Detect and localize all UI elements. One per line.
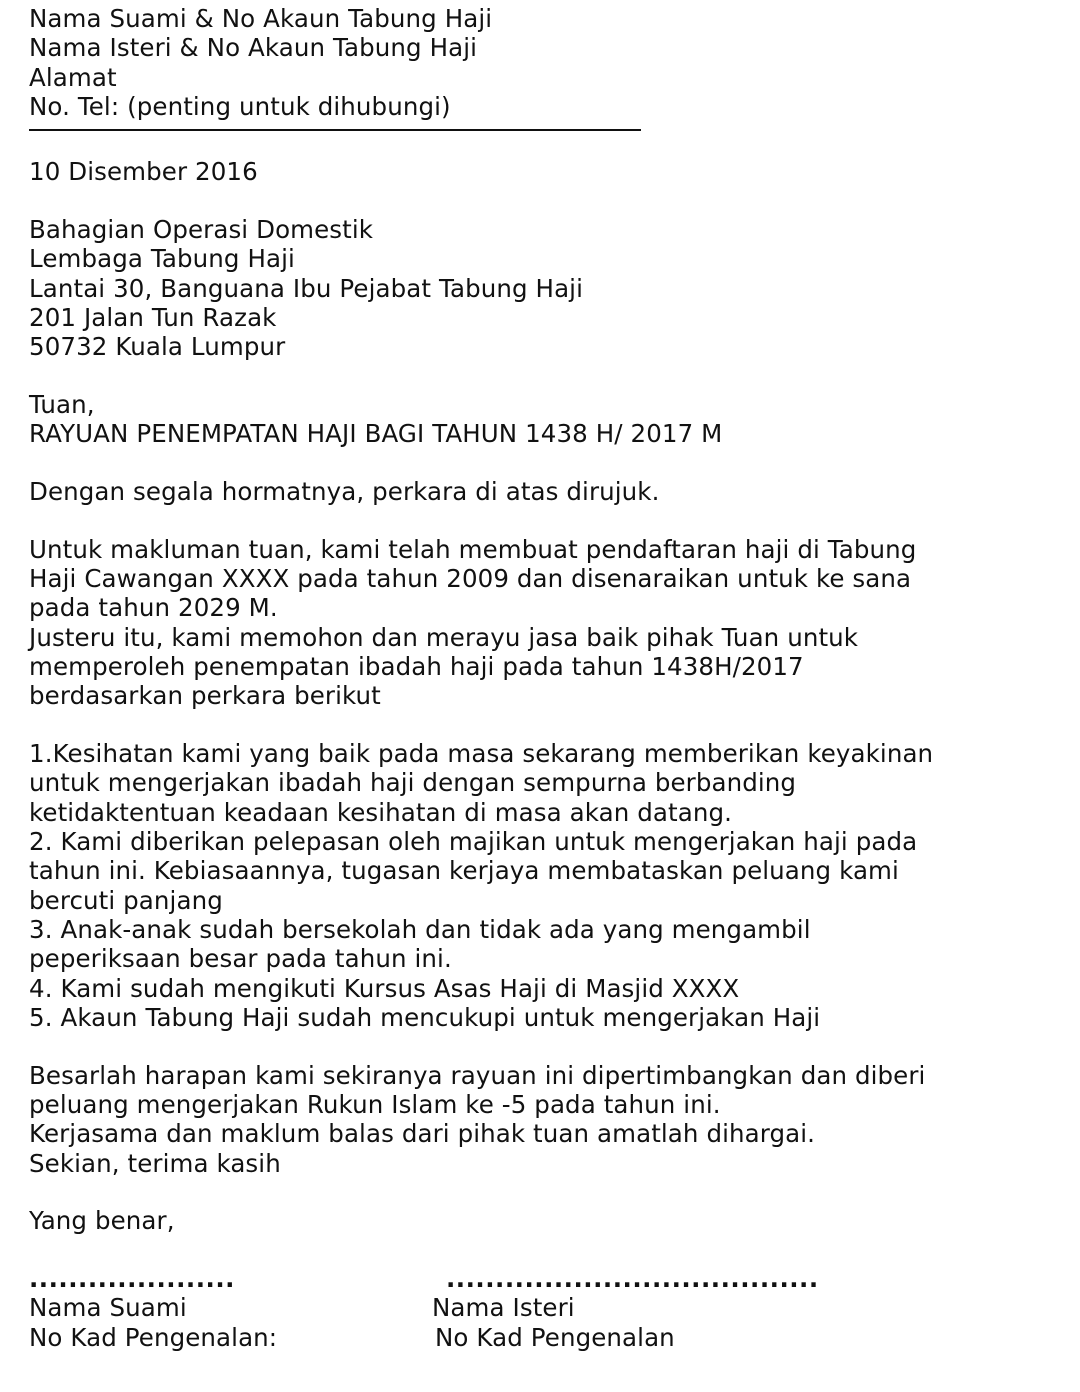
letter-document	[29, 4, 1069, 1352]
wife-name-label: Nama Isteri	[432, 1293, 575, 1323]
sender-wife-line: Nama Isteri & No Akaun Tabung Haji	[29, 33, 478, 63]
husband-id-label: No Kad Pengenalan:	[29, 1322, 278, 1352]
reason-line: 5. Akaun Tabung Haji sudah mencukupi untuk mengerjakan Haji	[29, 1002, 821, 1032]
reason-line: tahun ini. Kebiasaannya, tugasan kerjaya membataskan peluang kami	[29, 856, 899, 886]
husband-signature-block	[29, 1264, 432, 1352]
sender-phone-line: No. Tel: (penting untuk dihubungi)	[29, 91, 451, 121]
salutation: Tuan,	[29, 389, 95, 419]
closing-line: Kerjasama dan maklum balas dari pihak tuan amatlah dihargai.	[29, 1119, 816, 1149]
reason-line: 3. Anak-anak sudah bersekolah dan tidak ada yang mengambil	[29, 914, 811, 944]
closing-line: Besarlah harapan kami sekiranya rayuan ini dipertimbangkan dan diberi	[29, 1060, 926, 1090]
closing-line: peluang mengerjakan Rukun Islam ke -5 pada tahun ini.	[29, 1089, 721, 1119]
body-line: Untuk makluman tuan, kami telah membuat pendaftaran haji di Tabung	[29, 534, 917, 564]
reason-line: 2. Kami diberikan pelepasan oleh majikan untuk mengerjakan haji pada	[29, 827, 918, 857]
husband-signature-dots: .....................	[29, 1264, 235, 1294]
sender-block	[29, 4, 1069, 121]
sender-address-line: Alamat	[29, 62, 117, 92]
reason-line: untuk mengerjakan ibadah haji dengan sempurna berbanding	[29, 768, 797, 798]
body-line: memperoleh penempatan ibadah haji pada tahun 1438H/2017	[29, 652, 804, 682]
opening-line: Dengan segala hormatnya, perkara di atas dirujuk.	[29, 477, 660, 507]
closing-paragraph	[29, 1061, 1069, 1178]
body-paragraph	[29, 535, 1069, 711]
reasons-list	[29, 739, 1069, 1032]
recipient-line: Bahagian Operasi Domestik	[29, 214, 374, 244]
recipient-line: 201 Jalan Tun Razak	[29, 302, 277, 332]
wife-id-label: No Kad Pengenalan	[435, 1322, 675, 1352]
wife-signature-dots: ......................................	[446, 1264, 819, 1294]
recipient-line: Lantai 30, Banguana Ibu Pejabat Tabung Haji	[29, 273, 583, 303]
recipient-line: 50732 Kuala Lumpur	[29, 332, 286, 362]
husband-name-label: Nama Suami	[29, 1293, 187, 1323]
header-divider	[29, 129, 641, 131]
signature-row	[29, 1264, 1069, 1352]
body-line: berdasarkan perkara berikut	[29, 681, 381, 711]
letter-date: 10 Disember 2016	[29, 157, 258, 187]
recipient-block	[29, 215, 1069, 361]
sender-husband-line: Nama Suami & No Akaun Tabung Haji	[29, 4, 493, 33]
recipient-line: Lembaga Tabung Haji	[29, 244, 295, 274]
wife-signature-block	[432, 1264, 832, 1352]
letter-subject: RAYUAN PENEMPATAN HAJI BAGI TAHUN 1438 H/ 2017 M	[29, 419, 723, 449]
signoff: Yang benar,	[29, 1206, 175, 1236]
closing-line: Sekian, terima kasih	[29, 1148, 281, 1178]
reason-line: 1.Kesihatan kami yang baik pada masa sekarang memberikan keyakinan	[29, 739, 934, 769]
body-line: Justeru itu, kami memohon dan merayu jasa baik pihak Tuan untuk	[29, 622, 859, 652]
reason-line: ketidaktentuan keadaan kesihatan di masa akan datang.	[29, 797, 732, 827]
body-line: pada tahun 2029 M.	[29, 593, 278, 623]
reason-line: peperiksaan besar pada tahun ini.	[29, 944, 452, 974]
reason-line: 4. Kami sudah mengikuti Kursus Asas Haji di Masjid XXXX	[29, 973, 740, 1003]
reason-line: bercuti panjang	[29, 885, 223, 915]
body-line: Haji Cawangan XXXX pada tahun 2009 dan disenaraikan untuk ke sana	[29, 564, 912, 594]
